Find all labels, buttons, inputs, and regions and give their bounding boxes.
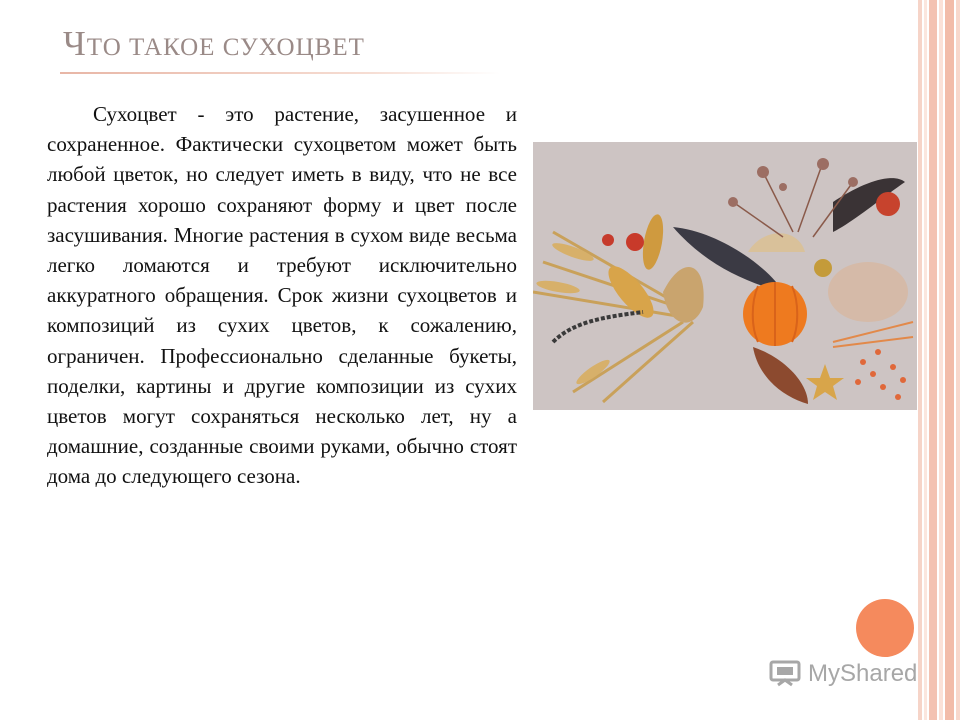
title-underline [60, 72, 500, 74]
dried-flowers-illustration [533, 142, 917, 410]
dried-flowers-photo [533, 142, 917, 410]
decorative-stripes [918, 0, 960, 720]
presentation-icon [768, 659, 802, 689]
title-rest: ТО ТАКОЕ СУХОЦВЕТ [86, 34, 365, 61]
decorative-orange-circle [856, 599, 914, 657]
watermark-logo [768, 656, 917, 692]
slide-title [63, 24, 365, 64]
title-first-letter: Ч [63, 24, 87, 63]
body-paragraph: Сухоцвет - это растение, засушенное и сохраненное. Фактически сухоцветом может быть любой цветок, но следует иметь в виду, что не все растения хорошо сохраняют форму и цвет после засушивания. Многие растения в сухом виде весьма легко ломаются и требуют исключительно аккуратного обращения. Срок жизни сухоцветов и композиций из сухих цветов, к сожалению, ограничен. Профессионально сделанные букеты, поделки, картины и другие композиции из сухих цветов могут сохраняться несколько лет, ну а домашние, созданные своими руками, обычно стоят дома до следующего сезона. [47, 102, 517, 489]
watermark-text: MyShared [808, 660, 918, 687]
